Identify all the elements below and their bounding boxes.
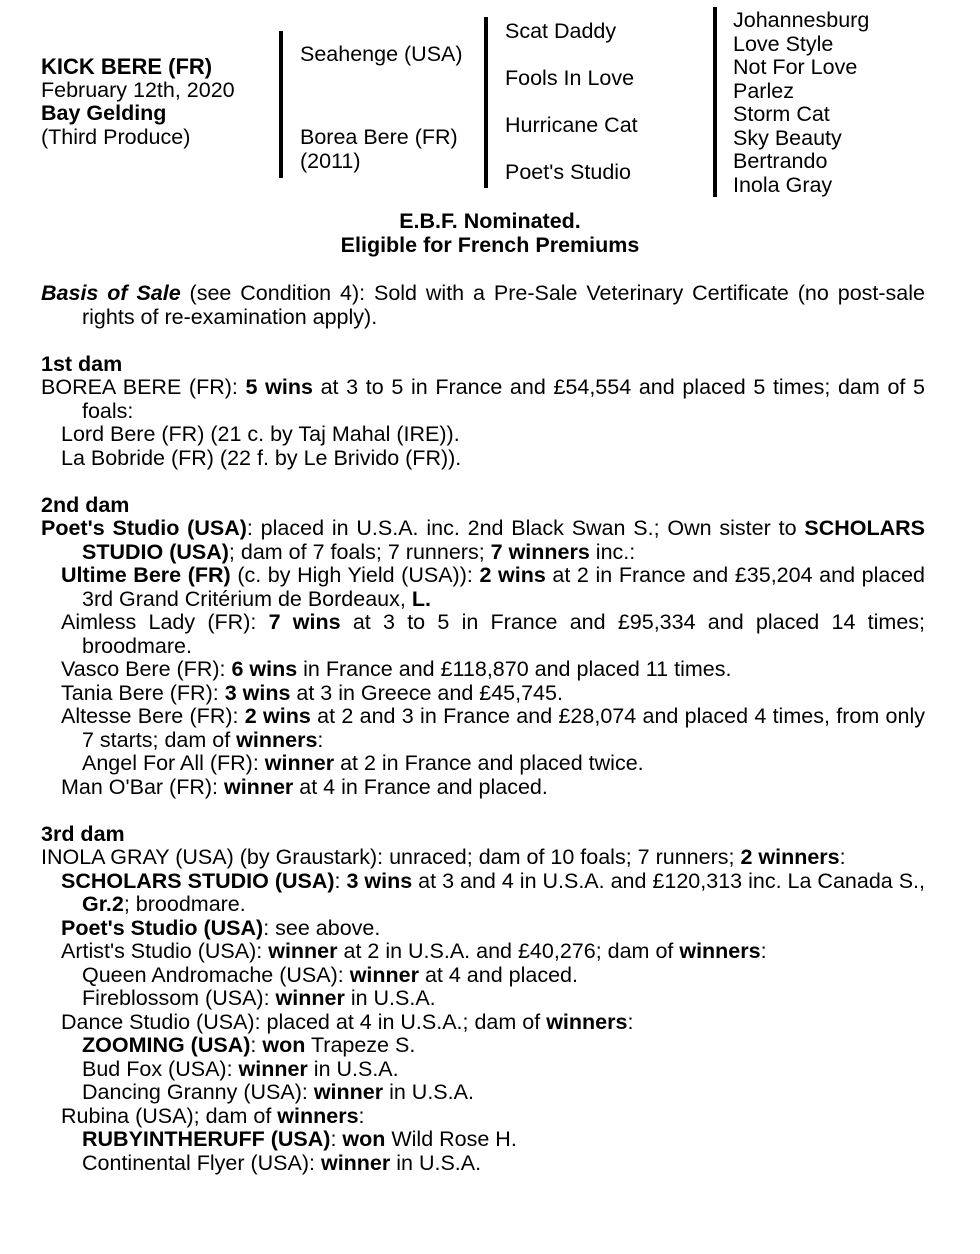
first-dam-record: BOREA BERE (FR): 5 wins at 3 to 5 in France and £54,554 and placed 5 times; dam of 5 foals: [41, 375, 925, 423]
produce-entry: Aimless Lady (FR): 7 wins at 3 to 5 in France and £95,334 and placed 14 times; broodmare. [61, 610, 926, 658]
third-dam-heading: 3rd dam [41, 821, 125, 846]
produce-entry: Rubina (USA); dam of winners: [61, 1103, 365, 1128]
produce-entry: Dance Studio (USA): placed at 4 in U.S.A.; dam of winners: [61, 1009, 634, 1034]
dam-year: (2011) [300, 149, 361, 173]
foaling-date: February 12th, 2020 [41, 77, 235, 102]
grandparent: Hurricane Cat [505, 113, 638, 137]
basis-of-sale: Basis of Sale (see Condition 4): Sold with a Pre-Sale Veterinary Certificate (no post-sale rights of re-examination apply). [41, 281, 925, 329]
premiums-note: Eligible for French Premiums [340, 232, 640, 257]
great-grandparent: Love Style [733, 31, 834, 56]
pedigree-divider [484, 17, 488, 188]
grand-produce-entry: Angel For All (FR): winner at 2 in France and placed twice. [82, 751, 644, 775]
grand-produce-entry: RUBYINTHERUFF (USA): won Wild Rose H. [82, 1127, 517, 1151]
foal-entry: Lord Bere (FR) (21 c. by Taj Mahal (IRE)). [61, 422, 460, 446]
produce-entry: Tania Bere (FR): 3 wins at 3 in Greece and £45,745. [61, 680, 563, 705]
produce-entry: Poet's Studio (USA): see above. [61, 915, 381, 940]
pedigree-divider [279, 31, 283, 178]
produce-entry: Vasco Bere (FR): 6 wins in France and £118,870 and placed 11 times. [61, 657, 732, 681]
produce-entry: SCHOLARS STUDIO (USA): 3 wins at 3 and 4 in U.S.A. and £120,313 inc. La Canada S., Gr.2; broodmare. [61, 868, 925, 916]
second-dam-record: Poet's Studio (USA): placed in U.S.A. inc. 2nd Black Swan S.; Own sister to SCHOLARS STUDIO (USA); dam of 7 foals; 7 runners; 7 winners inc.: [41, 516, 926, 564]
great-grandparent: Johannesburg [733, 8, 870, 32]
nomination-notes [0, 210, 980, 257]
pedigree-divider [713, 7, 717, 197]
grand-produce-entry: Queen Andromache (USA): winner at 4 and placed. [82, 962, 578, 987]
produce-entry: Altesse Bere (FR): 2 wins at 2 and 3 in France and £28,074 and placed 4 times, from only 7 starts; dam of winners: [61, 704, 925, 752]
great-grandparent: Sky Beauty [733, 125, 842, 150]
dam: Borea Bere (FR) [300, 125, 458, 149]
grand-produce-entry: Bud Fox (USA): winner in U.S.A. [82, 1056, 399, 1081]
horse-name: KICK BERE (FR) [41, 54, 213, 79]
basis-label: Basis of Sale [41, 281, 181, 305]
produce-note: (Third Produce) [41, 124, 191, 149]
grand-produce-entry: ZOOMING (USA): won Trapeze S. [82, 1033, 416, 1057]
great-grandparent: Parlez [733, 78, 794, 103]
great-grandparent: Not For Love [733, 55, 858, 79]
great-grandparent: Storm Cat [733, 102, 830, 126]
grand-produce-entry: Fireblossom (USA): winner in U.S.A. [82, 986, 436, 1010]
sire: Seahenge (USA) [300, 42, 463, 66]
grandparent: Scat Daddy [505, 19, 617, 43]
great-grandparents-column [733, 9, 869, 197]
great-grandparent: Bertrando [733, 149, 828, 173]
produce-entry: Man O'Bar (FR): winner at 4 in France and placed. [61, 774, 548, 799]
grandparent: Poet's Studio [505, 160, 632, 184]
ebf-note: E.B.F. Nominated. [399, 209, 581, 233]
horse-info [41, 55, 235, 149]
first-dam-heading: 1st dam [41, 351, 123, 376]
grand-produce-entry: Dancing Granny (USA): winner in U.S.A. [82, 1080, 474, 1104]
grandparent: Fools In Love [505, 66, 635, 90]
produce-entry: Ultime Bere (FR) (c. by High Yield (USA)): 2 wins at 2 in France and £35,204 and placed 3rd Grand Critérium de Bordeaux, L. [61, 563, 926, 611]
great-grandparent: Inola Gray [733, 172, 833, 197]
pedigree-block [0, 0, 980, 210]
produce-entry: Artist's Studio (USA): winner at 2 in U.S.A. and £40,276; dam of winners: [61, 939, 767, 963]
horse-description: Bay Gelding [41, 101, 167, 125]
catalogue-body [41, 282, 925, 1175]
foal-entry: La Bobride (FR) (22 f. by Le Brivido (FR)). [61, 445, 462, 470]
third-dam-record: INOLA GRAY (USA) (by Graustark): unraced; dam of 10 foals; 7 runners; 2 winners: [41, 845, 846, 869]
grand-produce-entry: Continental Flyer (USA): winner in U.S.A. [82, 1150, 482, 1175]
second-dam-heading: 2nd dam [41, 492, 130, 517]
